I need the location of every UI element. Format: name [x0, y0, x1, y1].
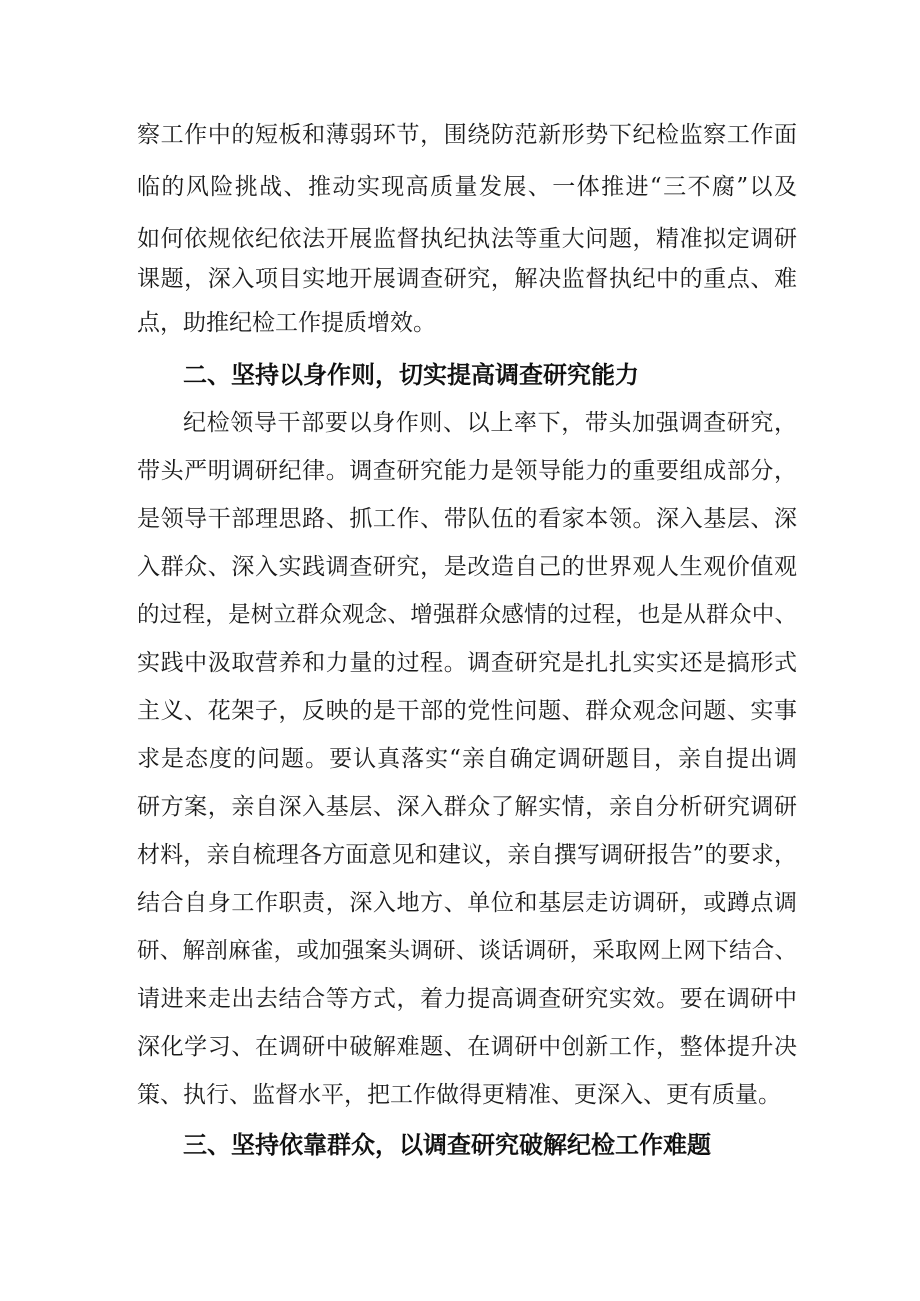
text-line: 材料，亲自梳理各方面意见和建议，亲自撰写调研报告”的要求，	[137, 842, 797, 868]
text-line: 是领导干部理思路、抓工作、带队伍的看家本领。深入基层、深	[137, 506, 797, 532]
text-line: 主义、花架子，反映的是干部的党性问题、群众观念问题、实事	[137, 698, 797, 724]
text-line: 结合自身工作职责，深入地方、单位和基层走访调研，或蹲点调	[137, 890, 797, 916]
section-heading-3: 三、坚持依靠群众，以调查研究破解纪检工作难题	[183, 1131, 711, 1159]
text-line: 求是态度的问题。要认真落实“亲自确定调研题目，亲自提出调	[137, 746, 797, 772]
text-line: 请进来走出去结合等方式，着力提高调查研究实效。要在调研中	[137, 986, 797, 1012]
text-line: 研、解剖麻雀，或加强案头调研、谈话调研，采取网上网下结合、	[137, 938, 797, 964]
text-line: 课题，深入项目实地开展调查研究，解决监督执纪中的重点、难	[137, 266, 797, 292]
text-line: 如何依规依纪依法开展监督执纪执法等重大问题，精准拟定调研	[137, 226, 797, 252]
text-line: 策、执行、监督水平，把工作做得更精准、更深入、更有质量。	[137, 1082, 781, 1108]
text-line: 深化学习、在调研中破解难题、在调研中创新工作，整体提升决	[137, 1034, 797, 1060]
text-line: 点，助推纪检工作提质增效。	[137, 310, 436, 336]
text-line: 实践中汲取营养和力量的过程。调查研究是扎扎实实还是搞形式	[137, 650, 797, 676]
text-line: 的过程，是树立群众观念、增强群众感情的过程，也是从群众中、	[137, 602, 797, 628]
text-line: 带头严明调研纪律。调查研究能力是领导能力的重要组成部分，	[137, 458, 797, 484]
text-line: 研方案，亲自深入基层、深入群众了解实情，亲自分析研究调研	[137, 794, 797, 820]
section-heading-2: 二、坚持以身作则，切实提高调查研究能力	[183, 361, 639, 389]
text-line: 临的风险挑战、推动实现高质量发展、一体推进“三不腐”以及	[137, 174, 797, 200]
text-line: 纪检领导干部要以身作则、以上率下，带头加强调查研究，	[183, 410, 797, 436]
text-line: 察工作中的短板和薄弱环节，围绕防范新形势下纪检监察工作面	[137, 122, 797, 148]
text-line: 入群众、深入实践调查研究，是改造自己的世界观人生观价值观	[137, 554, 797, 580]
